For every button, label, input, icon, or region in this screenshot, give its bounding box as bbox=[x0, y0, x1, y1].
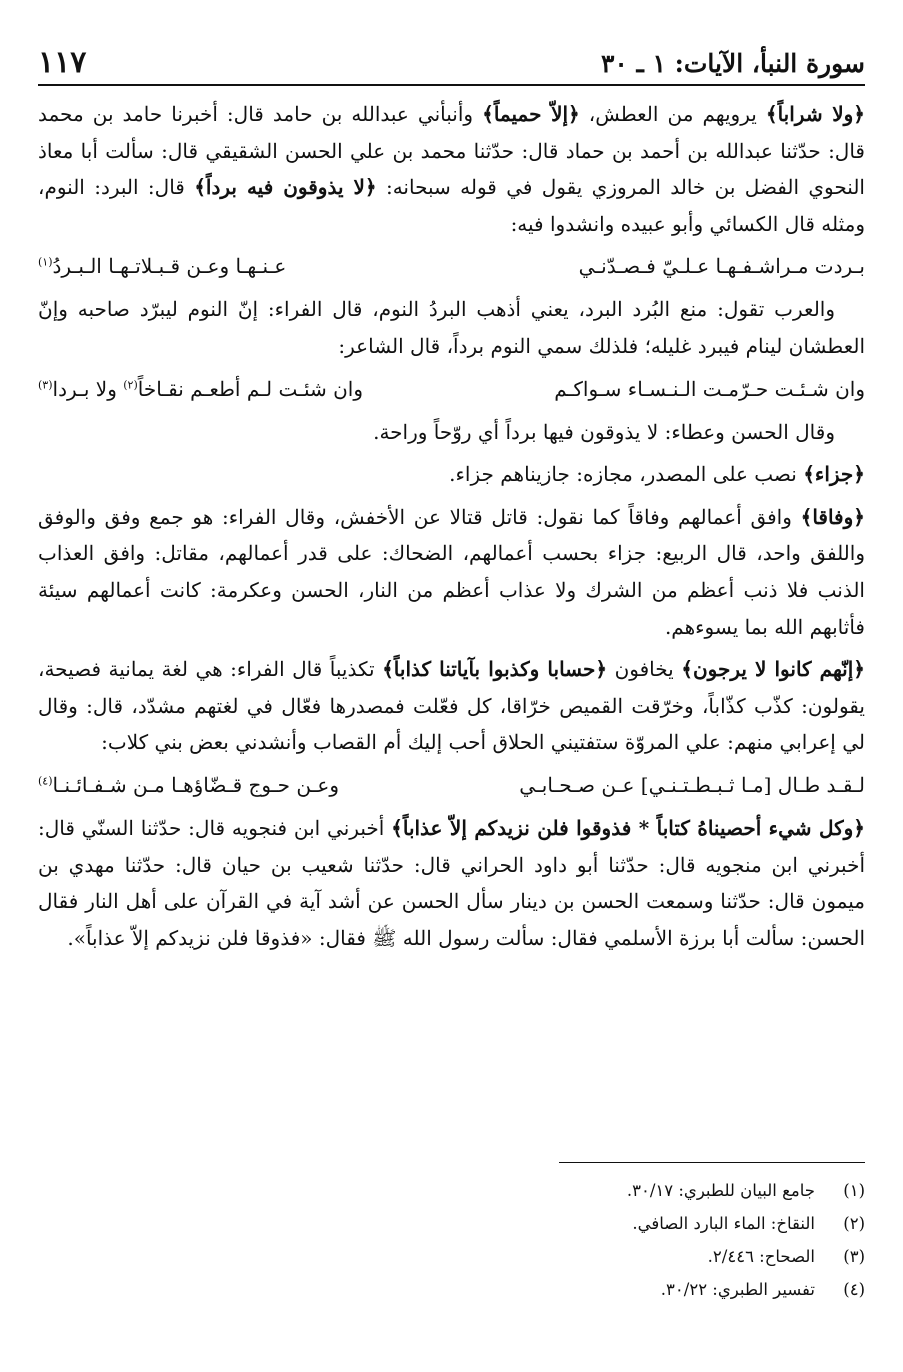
verse-text: وعـن حـوج قـضّاؤهـا مـن شـفـائـنـا bbox=[52, 772, 339, 797]
paragraph-4 bbox=[38, 456, 865, 493]
footnote-text: تفسير الطبري: ٣٠/٢٢. bbox=[660, 1280, 815, 1299]
verse-hemistich-left bbox=[38, 371, 363, 408]
verse-1 bbox=[38, 248, 865, 285]
quran-quote: ﴿جزاء﴾ bbox=[803, 462, 865, 487]
footnote-ref[interactable]: (٤) bbox=[38, 774, 53, 788]
paragraph-1 bbox=[38, 96, 865, 242]
verse-2 bbox=[38, 371, 865, 408]
footnote-2 bbox=[38, 1207, 865, 1240]
header-title: سورة النبأ، الآيات: ١ ـ ٣٠ bbox=[600, 49, 865, 78]
text-run: وافق أعمالهم وفاقاً كما نقول: قاتل قتالا عن الأخفش، وقال الفراء: هو جمع وفق والوفق واللفق واحد، قال الربيع: جزاء بحسب أعمالهم، الضحاك: على قدر أعمالهم، مقاتل: وافق العذاب الذنب فلا ذنب أعظم من الشرك ولا عذاب أعظم من النار، الحسن وعكرمة: كانت أعمالهم سيئة فأثابهم الله بما يسوءهم. bbox=[38, 504, 865, 639]
paragraph-6 bbox=[38, 651, 865, 761]
footnote-divider bbox=[559, 1162, 865, 1163]
text-run: نصب على المصدر، مجازه: جازيناهم جزاء. bbox=[449, 462, 804, 487]
quran-quote: ﴿لا يذوقون فيه برداً﴾ bbox=[194, 175, 377, 200]
footnote-text: جامع البيان للطبري: ٣٠/١٧. bbox=[626, 1181, 815, 1200]
footnote-ref[interactable]: (٣) bbox=[38, 377, 53, 391]
verse-hemistich-left bbox=[38, 248, 286, 285]
footnote-number: (٣) bbox=[843, 1247, 865, 1266]
text-run: وأنبأني عبدالله بن حامد قال: أخبرنا حامد بن محمد قال: حدّثنا عبدالله بن أحمد بن حماد قال: حدّثنا محمد بن علي الحسن الشقيقي قال: سألت أبا معاذ النحوي الفضل بن خالد المروزي يقول في قوله سبحانه: bbox=[38, 102, 865, 200]
verse-text: وان شئـت لـم أطعـم نقـاخاً bbox=[137, 376, 364, 401]
text-run: تكذيباً قال الفراء: هي لغة يمانية فصيحة، يقولون: كذّب كذّاباً، وخرّقت القميص خرّاقا، كل فعّلت فمصدرها فعّال في لغتهم مشدّد، قال: وقال لي إعرابي منهم: علي المروّة ستفتيني الحلاق أحب إليك أم القصاب وأنشدني بعض بني كلاب: bbox=[38, 657, 865, 755]
footnote-3 bbox=[38, 1240, 865, 1273]
verse-text: عـنـهـا وعـن قـبـلاتـهـا الـبـردُ bbox=[52, 254, 287, 279]
text-run: يرويهم من العطش، bbox=[579, 102, 766, 126]
footnote-ref[interactable]: (٢) bbox=[123, 377, 138, 391]
verse-hemistich-left bbox=[38, 767, 339, 804]
paragraph-3: وقال الحسن وعطاء: لا يذوقون فيها برداً أي روّحاً وراحة. bbox=[373, 419, 835, 444]
text-run: أخبرني ابن فنجويه قال: حدّثنا السنّي قال: أخبرني ابن منجويه قال: حدّثنا أبو داود الحراني قال: حدّثنا شعيب بن حيان قال: حدّثنا مهدي بن ميمون قال: حدّثنا وسمعت الحسن بن دينار سأل الحسن عن أشد آية في القرآن على أهل النار فقال الحسن: سألت أبا برزة الأسلمي فقال: سألت رسول الله ﷺ فقال: «فذوقا فلن نزيدكم إلاّ عذاباً». bbox=[38, 815, 865, 950]
paragraph-7 bbox=[38, 810, 865, 956]
verse-text: ولا بـردا bbox=[52, 376, 124, 401]
quran-quote: ﴿وكل شيء أحصيناهُ كتاباً * فذوقوا فلن نزيدكم إلاّ عذاباً﴾ bbox=[391, 815, 865, 840]
quran-quote: ﴿ولا شراباً﴾ bbox=[765, 102, 866, 126]
verse-hemistich-right: وان شـئـت حـرّمـت الـنـسـاء سـواكـم bbox=[554, 376, 865, 401]
quran-quote: ﴿وفاقا﴾ bbox=[800, 504, 865, 529]
footnote-number: (٤) bbox=[843, 1280, 865, 1299]
quran-quote: ﴿إنّهم كانوا لا يرجون﴾ bbox=[681, 657, 866, 682]
running-header bbox=[38, 30, 865, 86]
footnote-4 bbox=[38, 1273, 865, 1306]
verse-hemistich-right: لـقـد طـال [مـا ثـبـطـتـنـي] عـن صـحـابـي bbox=[519, 772, 865, 797]
page-number: ١١٧ bbox=[38, 45, 87, 80]
quran-quote: ﴿إلاّ حميماً﴾ bbox=[482, 102, 580, 126]
verse-hemistich-right: بـردت مـراشـفـهـا عـلـيّ فـصـدّنـي bbox=[578, 254, 865, 279]
footnotes bbox=[38, 1174, 865, 1306]
verse-3 bbox=[38, 767, 865, 804]
footnote-number: (١) bbox=[843, 1181, 865, 1200]
quran-quote: ﴿حسابا وكذبوا بآياتنا كذاباً﴾ bbox=[382, 657, 608, 682]
paragraph-5 bbox=[38, 499, 865, 645]
footnote-ref[interactable]: (١) bbox=[38, 255, 53, 269]
paragraph-2: والعرب تقول: منع البُرد البرد، يعني أذهب البردُ النوم، قال الفراء: إنّ النوم ليبرّد صاحبه وإنّ العطشان لينام فيبرد غليله؛ فلذلك سمي النوم برداً، قال الشاعر: bbox=[38, 297, 865, 358]
footnote-text: النقاخ: الماء البارد الصافي. bbox=[632, 1214, 815, 1233]
main-text bbox=[38, 96, 865, 962]
text-run: يخافون bbox=[607, 657, 682, 682]
footnote-text: الصحاح: ٢/٤٤٦. bbox=[707, 1247, 815, 1266]
text-run: قال: البرد: النوم، ومثله قال الكسائي وأبو عبيده وانشدوا فيه: bbox=[38, 175, 865, 236]
footnote-1 bbox=[38, 1174, 865, 1207]
footnote-number: (٢) bbox=[843, 1214, 865, 1233]
